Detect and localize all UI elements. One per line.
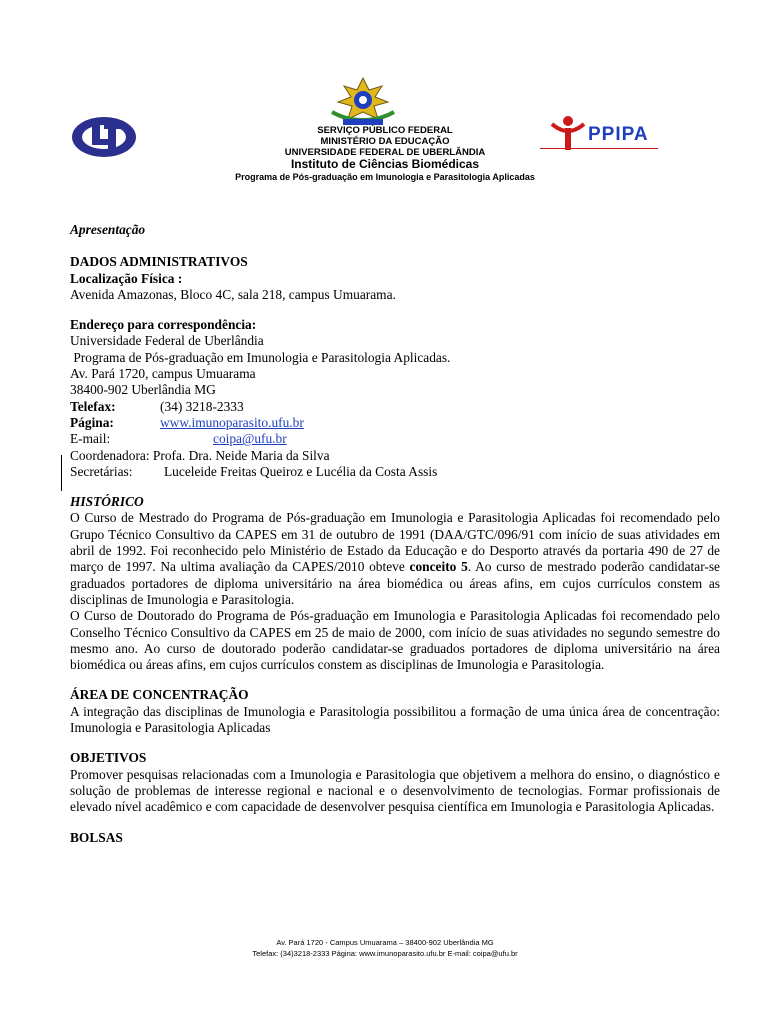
localizacao-value: Avenida Amazonas, Bloco 4C, sala 218, campus Umuarama. [70, 286, 396, 302]
historico-text: . Ao curso de mestrado poderão candidatar-se graduados portadores de diploma universitário na área biomédica ou áreas afins, em cujos currículos constem as disciplinas de Imunologia e Parasitologia. [70, 559, 721, 607]
telefax-label: Telefax: [70, 398, 116, 414]
bolsas-heading: BOLSAS [70, 829, 123, 845]
header-line-programa: Programa de Pós-graduação em Imunologia e Parasitologia Aplicadas [235, 172, 535, 182]
coordenadora-line: Coordenadora: Profa. Dra. Neide Maria da Silva [70, 447, 330, 463]
header-line-universidade: UNIVERSIDADE FEDERAL DE UBERLÂNDIA [284, 147, 486, 158]
endereco-line: Universidade Federal de Uberlândia [70, 333, 264, 349]
footer-contact: Telefax: (34)3218-2333 Página: www.imunoparasito.ufu.br E-mail: coipa@ufu.br [252, 949, 518, 958]
conceito-badge: conceito 5 [409, 559, 468, 575]
historico-heading: HISTÓRICO [70, 494, 144, 510]
header-line-instituto: Instituto de Ciências Biomédicas [290, 157, 480, 171]
area-concentracao-text: A integração das disciplinas de Imunologia e Parasitologia possibilitou a formação de uma única área de concentração: Imunologia e Parasitologia Aplicadas [70, 703, 720, 736]
pagina-link[interactable]: www.imunoparasito.ufu.br [160, 414, 304, 430]
endereco-line: Av. Pará 1720, campus Umuarama [70, 366, 256, 382]
telefax-value: (34) 3218-2333 [160, 398, 244, 414]
apresentacao-heading: Apresentação [70, 222, 146, 237]
telefax-row [70, 399, 720, 415]
objetivos-heading: OBJETIVOS [70, 750, 147, 766]
pagina-row [70, 415, 720, 431]
brasao-republica-logo [326, 76, 400, 126]
dados-administrativos-heading: DADOS ADMINISTRATIVOS [70, 254, 248, 270]
header-line-ministerio: MINISTÉRIO DA EDUCAÇÃO [320, 136, 450, 147]
historico-paragraph-mestrado [70, 510, 720, 608]
document-body [70, 222, 720, 846]
endereco-label: Endereço para correspondência: [70, 317, 257, 333]
email-label: E-mail: [70, 431, 111, 447]
email-link[interactable]: coipa@ufu.br [213, 431, 287, 447]
localizacao-label: Localização Física : [70, 270, 183, 286]
ppipa-logo-text: PPIPA [588, 124, 649, 145]
endereco-line: 38400-902 Uberlândia MG [70, 382, 216, 398]
secretarias-value: Luceleide Freitas Queiroz e Lucélia da Costa Assis [164, 463, 438, 479]
area-concentracao-heading: ÁREA DE CONCENTRAÇÃO [70, 687, 249, 703]
secretarias-label: Secretárias: [70, 463, 133, 479]
email-row [70, 431, 720, 447]
objetivos-text: Promover pesquisas relacionadas com a Imunologia e Parasitologia que objetivem a melhora do ensino, o diagnóstico e solução de problemas de interesse regional e nacional e o desenvolvimento de tecnologias. Formar profissionais de elevado nível acadêmico e com capacidade de desenvolver pesquisa científica em Imunologia e Parasitologia Aplicadas. [70, 766, 720, 815]
header-line-servico: SERVIÇO PÚBLICO FEDERAL [317, 125, 453, 136]
footer-address: Av. Pará 1720 - Campus Umuarama – 38400-902 Uberlândia MG [276, 938, 494, 947]
margin-change-bar [61, 455, 62, 491]
secretarias-row [70, 464, 720, 480]
pagina-label: Página: [70, 414, 114, 430]
historico-text: O Curso de Mestrado do Programa de Pós-graduação em Imunologia e Parasitologia Aplicadas foi recomendado pelo Grupo Técnico Consultivo da CAPES em 31 de outubro de 1991 (DAA/GTC/096/91 com início de suas atividades em abril de 1992. Foi reconhecido pelo Ministério de Estado da Educação e do Desporto através da portaria 490 de 27 de março de 1997. Na ultima avaliação da CAPES/2010 obteve [70, 510, 720, 575]
endereco-line: Programa de Pós-graduação em Imunologia e Parasitologia Aplicadas. [70, 349, 451, 365]
historico-paragraph-doutorado: O Curso de Doutorado do Programa de Pós-graduação em Imunologia e Parasitologia Aplicadas foi recomendado pelo Conselho Técnico Consultivo da CAPES em 25 de maio de 2000, com início de suas atividades no segundo semestre do mesmo ano. Ao curso de doutorado poderão candidatar-se graduados portadores de diploma universitário na área biomédica ou áreas afins, em cujos currículos constem as disciplinas de Imunologia e Parasitologia. [70, 608, 720, 673]
